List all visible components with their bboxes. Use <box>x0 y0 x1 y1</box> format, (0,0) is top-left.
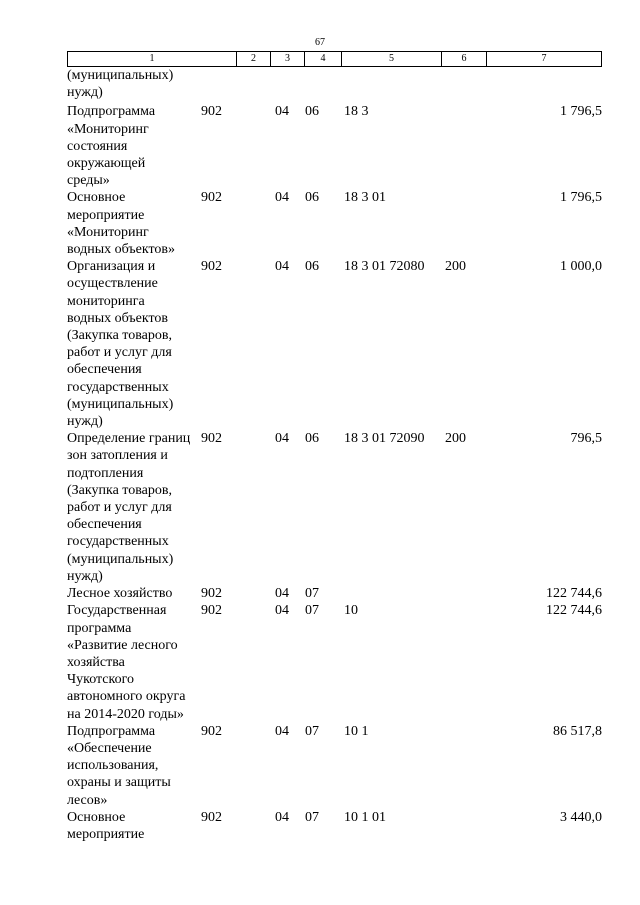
row-name: Лесное хозяйство <box>67 586 173 602</box>
row-section: 04 <box>275 190 289 206</box>
row-name: (муниципальных) нужд) <box>67 68 174 101</box>
row-subsection: 06 <box>305 104 319 120</box>
row-subsection: 07 <box>305 603 319 619</box>
table-row <box>67 189 602 258</box>
table-row <box>67 258 602 430</box>
row-name: Основное мероприятие <box>67 809 145 842</box>
column-header-7: 7 <box>487 52 602 67</box>
row-target-code: 18 3 01 <box>344 190 386 206</box>
row-sum: 3 440,0 <box>560 809 602 825</box>
row-subsection: 06 <box>305 259 319 275</box>
row-sum: 796,5 <box>570 431 602 447</box>
row-target-code: 18 3 01 72090 <box>344 431 425 447</box>
row-sum: 1 796,5 <box>560 190 602 206</box>
table-row <box>67 103 602 189</box>
row-subsection: 07 <box>305 723 319 739</box>
budget-rows <box>67 67 602 843</box>
row-target-code: 18 3 <box>344 104 369 120</box>
column-header-1: 1 <box>68 52 237 67</box>
row-admin-code: 902 <box>201 723 222 739</box>
table-row <box>67 809 602 843</box>
row-section: 04 <box>275 586 289 602</box>
row-subsection: 07 <box>305 809 319 825</box>
row-section: 04 <box>275 104 289 120</box>
row-section: 04 <box>275 603 289 619</box>
row-admin-code: 902 <box>201 603 222 619</box>
row-name: Государственная программа «Развитие лесного хозяйства Чукотского автономного округа на 2014-2020 годы» <box>67 603 186 722</box>
row-expense-type: 200 <box>445 431 466 447</box>
row-subsection: 07 <box>305 586 319 602</box>
table-row <box>67 67 602 101</box>
row-name: Определение границ зон затопления и подтопления (Закупка товаров, работ и услуг для обеспечения государственных (муниципальных) нужд) <box>67 431 191 584</box>
row-admin-code: 902 <box>201 104 222 120</box>
row-section: 04 <box>275 431 289 447</box>
column-header-4: 4 <box>305 52 342 67</box>
row-admin-code: 902 <box>201 809 222 825</box>
column-header-2: 2 <box>237 52 271 67</box>
row-name: Основное мероприятие «Мониторинг водных объектов» <box>67 190 176 258</box>
table-row <box>67 602 602 722</box>
page-number: 67 <box>315 37 325 48</box>
column-header-5: 5 <box>342 52 442 67</box>
row-expense-type: 200 <box>445 259 466 275</box>
row-target-code: 10 <box>344 603 358 619</box>
row-sum: 122 744,6 <box>546 586 602 602</box>
table-row <box>67 430 602 585</box>
row-admin-code: 902 <box>201 586 222 602</box>
column-header-6: 6 <box>442 52 487 67</box>
row-sum: 1 000,0 <box>560 259 602 275</box>
table-row <box>67 585 602 602</box>
row-section: 04 <box>275 809 289 825</box>
column-header-3: 3 <box>271 52 305 67</box>
row-subsection: 06 <box>305 190 319 206</box>
column-header-row <box>68 52 602 67</box>
row-section: 04 <box>275 259 289 275</box>
row-subsection: 06 <box>305 431 319 447</box>
row-sum: 122 744,6 <box>546 603 602 619</box>
row-name: Подпрограмма «Мониторинг состояния окружающей среды» <box>67 104 156 189</box>
row-section: 04 <box>275 723 289 739</box>
row-sum: 86 517,8 <box>553 723 602 739</box>
row-admin-code: 902 <box>201 259 222 275</box>
row-name: Подпрограмма «Обеспечение использования, охраны и защиты лесов» <box>67 723 171 808</box>
row-sum: 1 796,5 <box>560 104 602 120</box>
column-header-table <box>67 51 602 67</box>
row-target-code: 10 1 <box>344 723 369 739</box>
table-row <box>67 723 602 809</box>
row-target-code: 18 3 01 72080 <box>344 259 425 275</box>
row-admin-code: 902 <box>201 190 222 206</box>
row-admin-code: 902 <box>201 431 222 447</box>
row-name: Организация и осуществление мониторинга водных объектов (Закупка товаров, работ и услуг для обеспечения государственных (муниципальных) нужд) <box>67 259 174 430</box>
row-target-code: 10 1 01 <box>344 809 386 825</box>
